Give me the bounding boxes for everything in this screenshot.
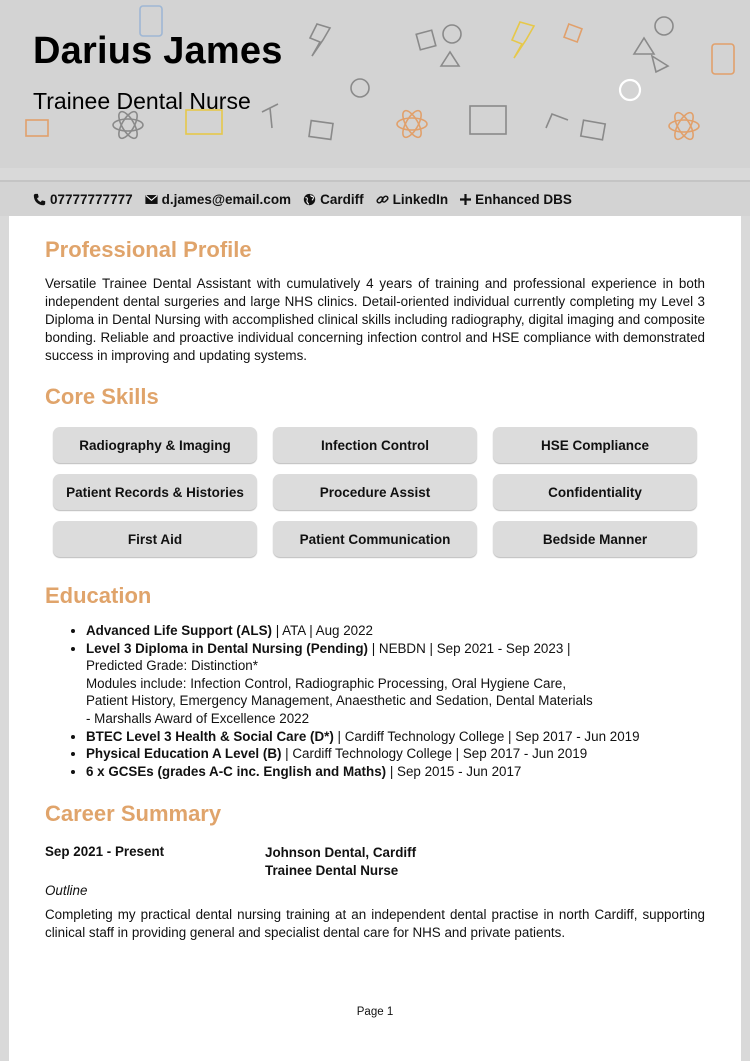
skill-badge: First Aid: [53, 521, 257, 557]
monitor-icon: [26, 120, 48, 136]
decorative-pattern: [0, 0, 750, 168]
career-employer: [265, 844, 416, 880]
skill-badge: Patient Communication: [273, 521, 477, 557]
location-text: Cardiff: [320, 191, 364, 207]
education-item: • Advanced Life Support (ALS) | ATA | Aug 2022: [86, 622, 726, 640]
monitor-icon: [581, 120, 605, 140]
email-address: d.james@email.com: [161, 191, 292, 207]
line-icon: [262, 104, 278, 128]
education-list: [45, 622, 726, 780]
profile-text: Versatile Trainee Dental Assistant with cumulatively 4 years of training and professional experience in both independent dental surgeries and large NHS clinics. Detail-oriented individual currently completing my Level 3 Diploma in Dental Nursing with accomplished clinical skills including radiography, digital imaging and composite bonding. Reliable and proactive individual concerning infection control and HSE compliance with demonstrated success in improving and updating systems.: [45, 276, 705, 363]
square-icon: [416, 30, 436, 50]
skill-badge: Bedside Manner: [493, 521, 697, 557]
skill-badge: Procedure Assist: [273, 474, 477, 510]
role-title: Trainee Dental Nurse: [265, 863, 399, 878]
globe-icon: [303, 193, 316, 206]
skill-badge: Radiography & Imaging: [53, 427, 257, 463]
circle-icon: [443, 25, 461, 43]
education-item: • Level 3 Diploma in Dental Nursing (Pending) | NEBDN | Sep 2021 - Sep 2023 | Predicted Grade: Distinction* Modules include: Infection Control, Radiographic Processing, Oral Hygiene Care, Patient History, Emergency Management, Anaesthetic and Sedation, Dental Materials - Marshalls Award of Excellence 2022: [86, 640, 726, 728]
skill-badge: Infection Control: [273, 427, 477, 463]
triangle-icon: [441, 52, 459, 66]
candidate-title: Trainee Dental Nurse: [33, 88, 251, 114]
square-icon: [564, 24, 582, 42]
education-item: • BTEC Level 3 Health & Social Care (D*) | Cardiff Technology College | Sep 2017 - Jun 2019: [86, 728, 726, 746]
career-dates: Sep 2021 - Present: [45, 844, 165, 859]
monitor-icon: [309, 121, 333, 140]
candidate-name: Darius James: [33, 30, 283, 72]
career-heading: Career Summary: [45, 801, 222, 826]
link-icon: [376, 193, 389, 206]
building-icon: [470, 106, 506, 134]
triangle-icon: [634, 38, 654, 54]
skills-grid: [53, 427, 697, 557]
phone-number: 07777777777: [50, 191, 133, 207]
contact-bar: [0, 180, 750, 216]
bolt-icon: [512, 22, 534, 58]
gear-icon: [351, 79, 369, 97]
resume-body: [9, 216, 741, 1061]
page-number: Page 1: [356, 1006, 394, 1018]
skill-badge: HSE Compliance: [493, 427, 697, 463]
contact-dbs: [460, 192, 572, 207]
contact-location[interactable]: [303, 192, 364, 207]
contact-phone[interactable]: [33, 192, 133, 207]
contact-linkedin[interactable]: [376, 192, 449, 207]
atom-icon: [669, 120, 699, 132]
education-heading: Education: [45, 583, 152, 608]
linkedin-text: LinkedIn: [392, 191, 449, 207]
outline-text: Completing my practical dental nursing training at an independent dental practise in north Cardiff, supporting clinical staff in providing general and specialist dental care for NHS and private patients.: [45, 907, 705, 940]
header-banner: [0, 0, 750, 168]
education-item: • Physical Education A Level (B) | Cardiff Technology College | Sep 2017 - Jun 2019: [86, 745, 726, 763]
education-item: • 6 x GCSEs (grades A-C inc. English and Maths) | Sep 2015 - Jun 2017: [86, 763, 726, 781]
phone-icon: [712, 44, 734, 74]
skill-badge: Confidentiality: [493, 474, 697, 510]
envelope-icon: [145, 194, 158, 205]
outline-label: Outline: [45, 883, 88, 898]
triangle-icon: [652, 56, 668, 72]
profile-heading: Professional Profile: [45, 237, 252, 262]
contact-email[interactable]: [145, 192, 291, 207]
skills-heading: Core Skills: [45, 384, 159, 409]
bolt-icon: [310, 24, 330, 56]
atom-icon: [397, 118, 427, 130]
plus-icon: [460, 194, 471, 205]
dbs-text: Enhanced DBS: [475, 191, 572, 207]
circle-icon: [655, 17, 673, 35]
angle-icon: [546, 114, 568, 128]
skill-badge: Patient Records & Histories: [53, 474, 257, 510]
lightbulb-icon: [620, 80, 640, 100]
company-name: Johnson Dental, Cardiff: [265, 845, 417, 860]
atom-icon: [113, 119, 143, 131]
phone-icon: [33, 193, 46, 206]
